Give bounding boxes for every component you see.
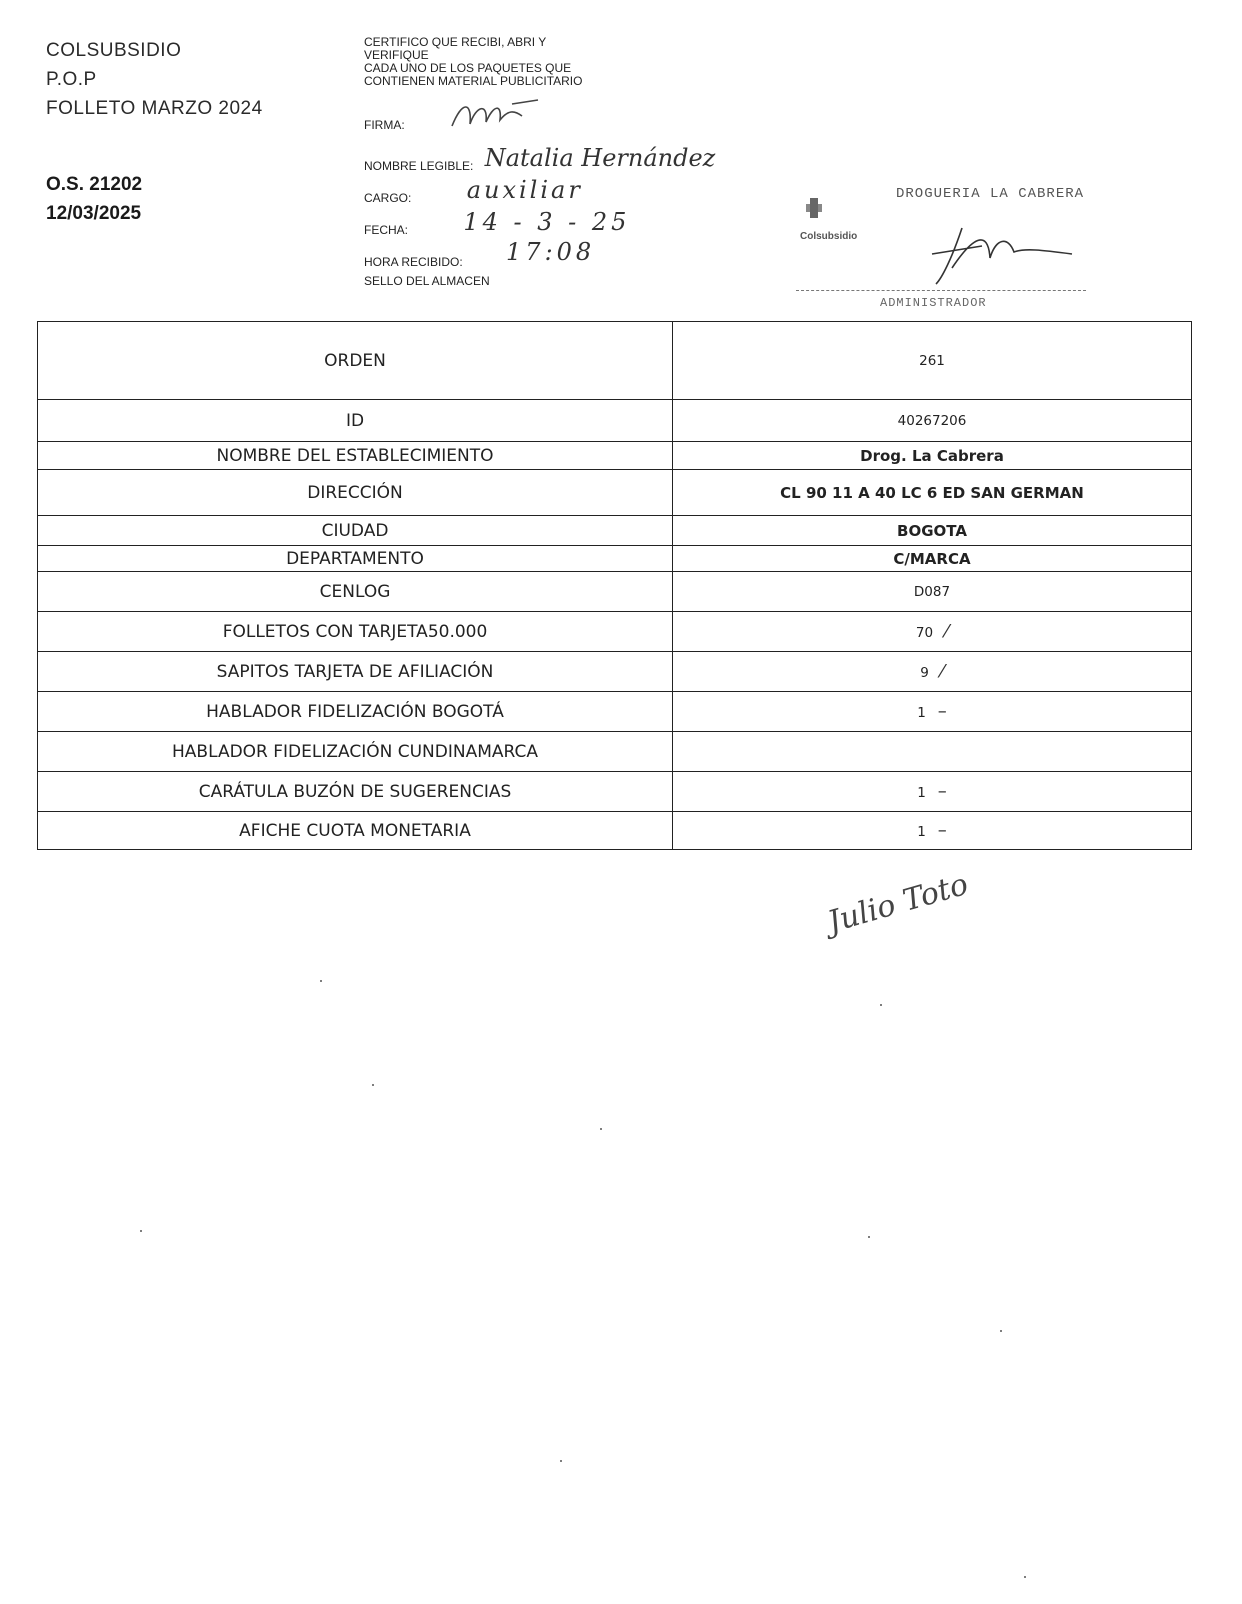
table-row bbox=[38, 572, 1192, 612]
cargo-row bbox=[364, 176, 583, 208]
row-value bbox=[673, 442, 1192, 470]
row-value bbox=[673, 772, 1192, 812]
row-value bbox=[673, 652, 1192, 692]
nombre-value: Natalia Hernández bbox=[484, 144, 716, 172]
os-date: 12/03/2025 bbox=[46, 203, 142, 224]
row-value-text: D087 bbox=[913, 583, 951, 600]
row-value bbox=[673, 546, 1192, 572]
scan-speck bbox=[868, 1236, 870, 1238]
row-label: CENLOG bbox=[38, 572, 673, 612]
hora-value: 17:08 bbox=[506, 238, 596, 266]
cargo-value: auxiliar bbox=[466, 176, 583, 204]
row-value-text: 1 bbox=[917, 824, 926, 840]
table-row bbox=[38, 400, 1192, 442]
hora-row bbox=[364, 238, 596, 272]
cert-line: CERTIFICO QUE RECIBI, ABRI Y bbox=[364, 35, 547, 49]
scan-speck bbox=[1024, 1576, 1026, 1578]
scan-speck bbox=[372, 1084, 374, 1086]
cargo-label: CARGO: bbox=[364, 191, 412, 205]
row-value bbox=[673, 612, 1192, 652]
fecha-label: FECHA: bbox=[364, 223, 409, 237]
sello-label: SELLO DEL ALMACEN bbox=[364, 274, 490, 288]
row-value bbox=[673, 812, 1192, 850]
cert-line: CONTIENEN MATERIAL PUBLICITARIO bbox=[364, 74, 583, 88]
row-label: HABLADOR FIDELIZACIÓN CUNDINAMARCA bbox=[38, 732, 673, 772]
row-value-text: BOGOTA bbox=[897, 521, 967, 540]
row-value bbox=[673, 322, 1192, 400]
firma-row bbox=[364, 118, 405, 132]
cert-line: CADA UNO DE LOS PAQUETES QUE bbox=[364, 61, 572, 75]
row-value bbox=[673, 470, 1192, 516]
row-value-text: Drog. La Cabrera bbox=[860, 446, 1004, 465]
stamp-role: ADMINISTRADOR bbox=[880, 296, 987, 310]
scan-speck bbox=[880, 1004, 882, 1006]
colsubsidio-logo-icon bbox=[800, 196, 830, 228]
check-mark-icon: ⁄ bbox=[940, 661, 944, 682]
check-mark-icon: – bbox=[937, 781, 947, 802]
firma-signature bbox=[442, 96, 552, 136]
table-row bbox=[38, 322, 1192, 400]
scan-speck bbox=[600, 1128, 602, 1130]
row-value-text: 9 bbox=[920, 665, 929, 681]
row-value-text: 1 bbox=[917, 705, 926, 721]
delivery-table bbox=[37, 321, 1192, 850]
row-value-text: C/MARCA bbox=[893, 549, 971, 568]
table-row bbox=[38, 692, 1192, 732]
row-label: SAPITOS TARJETA DE AFILIACIÓN bbox=[38, 652, 673, 692]
table-row bbox=[38, 612, 1192, 652]
row-label: DEPARTAMENTO bbox=[38, 546, 673, 572]
table-row bbox=[38, 772, 1192, 812]
row-label: CIUDAD bbox=[38, 516, 673, 546]
pop-label: P.O.P bbox=[46, 69, 97, 90]
header-left bbox=[46, 36, 263, 123]
row-label: HABLADOR FIDELIZACIÓN BOGOTÁ bbox=[38, 692, 673, 732]
row-value bbox=[673, 572, 1192, 612]
hora-label: HORA RECIBIDO: bbox=[364, 255, 463, 269]
row-value bbox=[673, 400, 1192, 442]
row-value bbox=[673, 692, 1192, 732]
check-mark-icon: – bbox=[937, 701, 947, 722]
table-row bbox=[38, 470, 1192, 516]
row-label: ORDEN bbox=[38, 322, 673, 400]
scan-speck bbox=[140, 1230, 142, 1232]
table-row bbox=[38, 546, 1192, 572]
table-row bbox=[38, 442, 1192, 470]
nombre-label: NOMBRE LEGIBLE: bbox=[364, 159, 474, 173]
nombre-row bbox=[364, 144, 716, 176]
row-value-text: 1 bbox=[917, 785, 926, 801]
row-label: AFICHE CUOTA MONETARIA bbox=[38, 812, 673, 850]
fecha-value: 14 - 3 - 25 bbox=[463, 208, 631, 236]
stamp-signature bbox=[912, 218, 1082, 288]
cert-line: VERIFIQUE bbox=[364, 48, 429, 62]
table-row bbox=[38, 732, 1192, 772]
folleto-label: FOLLETO MARZO 2024 bbox=[46, 98, 263, 119]
stamp-name: DROGUERIA LA CABRERA bbox=[896, 186, 1085, 202]
scan-speck bbox=[1000, 1330, 1002, 1332]
footer-signature: Julio Toto bbox=[823, 866, 973, 941]
order-info bbox=[46, 170, 142, 228]
stamp-logo bbox=[800, 196, 857, 242]
check-mark-icon: ⁄ bbox=[945, 621, 949, 642]
row-value-text: CL 90 11 A 40 LC 6 ED SAN GERMAN bbox=[780, 483, 1084, 502]
row-label: CARÁTULA BUZÓN DE SUGERENCIAS bbox=[38, 772, 673, 812]
stamp-logo-text: Colsubsidio bbox=[800, 231, 858, 242]
os-number: O.S. 21202 bbox=[46, 174, 143, 195]
row-label: NOMBRE DEL ESTABLECIMIENTO bbox=[38, 442, 673, 470]
row-label: FOLLETOS CON TARJETA50.000 bbox=[38, 612, 673, 652]
table-row bbox=[38, 516, 1192, 546]
company-name: COLSUBSIDIO bbox=[46, 40, 182, 61]
fecha-row bbox=[364, 208, 631, 240]
row-value bbox=[673, 732, 1192, 772]
table-row bbox=[38, 652, 1192, 692]
row-value-text: 40267206 bbox=[897, 412, 967, 429]
scan-speck bbox=[320, 980, 322, 982]
row-value-text: 261 bbox=[919, 352, 945, 369]
stamp-divider bbox=[796, 290, 1086, 291]
row-value-text: 70 bbox=[915, 625, 934, 641]
scan-speck bbox=[560, 1460, 562, 1462]
check-mark-icon: – bbox=[937, 820, 947, 841]
certification-text bbox=[364, 36, 654, 88]
firma-label: FIRMA: bbox=[364, 118, 405, 132]
row-value bbox=[673, 516, 1192, 546]
table-row bbox=[38, 812, 1192, 850]
delivery-table-body bbox=[38, 322, 1192, 850]
row-label: ID bbox=[38, 400, 673, 442]
row-label: DIRECCIÓN bbox=[38, 470, 673, 516]
